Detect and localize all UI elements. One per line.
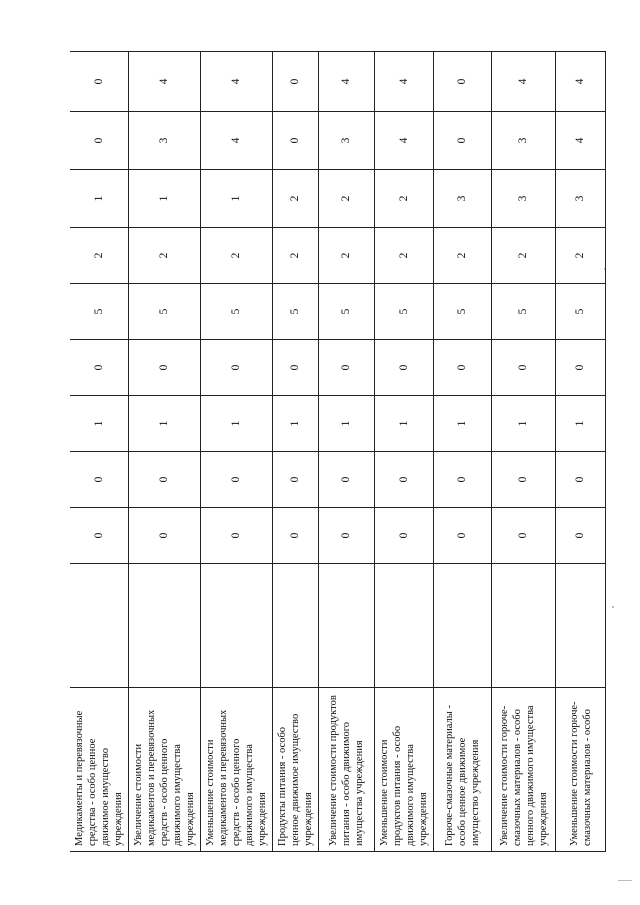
code-digit-cell: 1 [70,396,129,452]
code-digit-cell: 0 [273,452,319,508]
table-row [129,52,201,852]
empty-cell [319,564,375,688]
code-digit-cell: 1 [492,396,556,452]
scan-speck [618,880,632,881]
code-digit-cell: 0 [492,508,556,564]
code-digit-cell: 0 [201,508,273,564]
empty-cell [129,564,201,688]
code-digit-cell: 0 [434,508,492,564]
code-digit-cell: 0 [434,452,492,508]
code-digit-cell: 1 [434,396,492,452]
code-digit-cell: 0 [273,52,319,112]
table-row [375,52,434,852]
code-digit-cell: 1 [375,396,434,452]
row-label: Уменьшение стоимости продуктов питания - особо движимого имущества учреждения [375,688,434,852]
code-digit-cell: 2 [375,228,434,284]
code-digit-cell: 0 [319,340,375,396]
code-digit-cell: 0 [434,340,492,396]
row-label: Медикаменты и перевязочные средства - особо ценное движимое имущество учреждения [70,688,129,852]
empty-cell [70,564,129,688]
code-digit-cell: 4 [129,52,201,112]
row-label: Уменьшение стоимости медикаментов и перевязочных средств - особо ценного движимого имущества учреждения [201,688,273,852]
code-digit-cell: 5 [556,284,606,340]
code-digit-cell: 4 [375,52,434,112]
code-digit-cell: 0 [201,452,273,508]
code-digit-cell: 4 [556,112,606,170]
rotated-table-wrapper [70,52,593,852]
account-codes-table [70,51,606,852]
code-digit-cell: 2 [434,228,492,284]
code-digit-cell: 2 [492,228,556,284]
table-row [70,52,129,852]
code-digit-cell: 0 [129,508,201,564]
code-digit-cell: 2 [129,228,201,284]
code-digit-cell: 2 [556,228,606,284]
code-digit-cell: 2 [273,170,319,228]
code-digit-cell: 0 [319,452,375,508]
code-digit-cell: 3 [319,112,375,170]
code-digit-cell: 4 [556,52,606,112]
code-digit-cell: 5 [129,284,201,340]
code-digit-cell: 0 [129,340,201,396]
code-digit-cell: 5 [70,284,129,340]
code-digit-cell: 1 [201,170,273,228]
code-digit-cell: 0 [70,340,129,396]
code-digit-cell: 5 [201,284,273,340]
code-digit-cell: 0 [556,508,606,564]
code-digit-cell: 0 [492,452,556,508]
code-digit-cell: 0 [375,508,434,564]
code-digit-cell: 3 [129,112,201,170]
code-digit-cell: 0 [273,340,319,396]
code-digit-cell: 5 [375,284,434,340]
code-digit-cell: 0 [319,508,375,564]
code-digit-cell: 5 [492,284,556,340]
code-digit-cell: 0 [556,452,606,508]
code-digit-cell: 3 [492,112,556,170]
code-digit-cell: 0 [556,340,606,396]
code-digit-cell: 1 [129,170,201,228]
code-digit-cell: 1 [201,396,273,452]
empty-cell [556,564,606,688]
code-digit-cell: 0 [434,52,492,112]
code-digit-cell: 4 [201,52,273,112]
row-label: Уменьшение стоимости горюче-смазочных материалов - особо [556,688,606,852]
code-digit-cell: 0 [70,452,129,508]
code-digit-cell: 5 [319,284,375,340]
empty-cell [492,564,556,688]
code-digit-cell: 4 [319,52,375,112]
code-digit-cell: 0 [70,508,129,564]
code-digit-cell: 3 [434,170,492,228]
empty-cell [434,564,492,688]
code-digit-cell: 2 [201,228,273,284]
code-digit-cell: 2 [319,228,375,284]
empty-cell [201,564,273,688]
code-digit-cell: 3 [492,170,556,228]
code-digit-cell: 0 [434,112,492,170]
table-row [201,52,273,852]
code-digit-cell: 0 [70,52,129,112]
code-digit-cell: 5 [273,284,319,340]
empty-cell [273,564,319,688]
code-digit-cell: 2 [375,170,434,228]
code-digit-cell: 1 [273,396,319,452]
code-digit-cell: 1 [556,396,606,452]
row-label: Увеличение стоимости продуктов питания - особо движимого имущества учреждения [319,688,375,852]
code-digit-cell: 2 [273,228,319,284]
row-label: Увеличение стоимости медикаментов и перевязочных средств - особо ценного движимого имущества учреждения [129,688,201,852]
table-row [556,52,606,852]
code-digit-cell: 4 [492,52,556,112]
code-digit-cell: 0 [492,340,556,396]
code-digit-cell: 0 [273,112,319,170]
row-label: Продукты питания - особо ценное движимое имущество учреждения [273,688,319,852]
code-digit-cell: 2 [319,170,375,228]
code-digit-cell: 0 [375,452,434,508]
table-row [319,52,375,852]
code-digit-cell: 5 [434,284,492,340]
code-digit-cell: 0 [273,508,319,564]
code-digit-cell: 0 [129,452,201,508]
code-digit-cell: 2 [70,228,129,284]
code-digit-cell: 1 [70,170,129,228]
code-digit-cell: 4 [375,112,434,170]
table-row [273,52,319,852]
code-digit-cell: 3 [556,170,606,228]
row-label: Увеличение стоимости горюче-смазочных материалов - особо ценного движимого имущества учреждения [492,688,556,852]
empty-cell [375,564,434,688]
code-digit-cell: 4 [201,112,273,170]
table-row [434,52,492,852]
code-digit-cell: 0 [70,112,129,170]
code-digit-cell: 0 [201,340,273,396]
code-digit-cell: 1 [319,396,375,452]
code-digit-cell: 0 [375,340,434,396]
code-digit-cell: 1 [129,396,201,452]
table-row [492,52,556,852]
row-label: Горюче-смазочные материалы - особо ценное движимое имущество учреждения [434,688,492,852]
scan-speck [612,606,614,608]
